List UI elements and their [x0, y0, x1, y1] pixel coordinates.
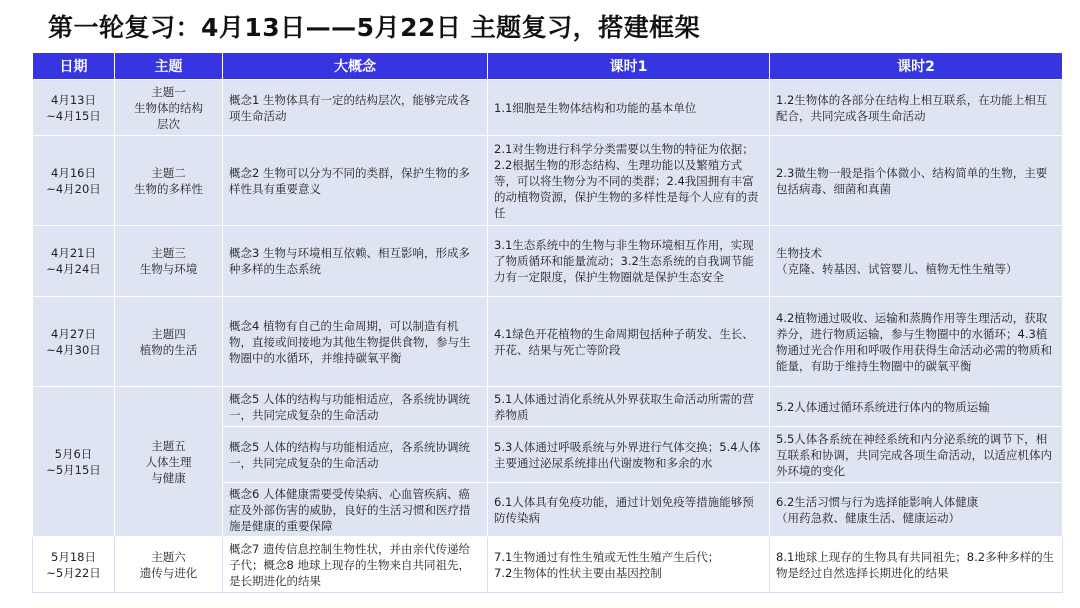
lesson2-cell: 8.1地球上现存的生物具有共同祖先；8.2多种多样的生物是经过自然选择长期进化的结果 — [770, 537, 1063, 593]
header-topic: 主题 — [115, 53, 223, 80]
concept-cell: 概念5 人体的结构与功能相适应，各系统协调统一，共同完成复杂的生命活动 — [223, 387, 488, 427]
lesson2-cell: 生物技术 （克隆、转基因、试管婴儿、植物无性生殖等） — [770, 226, 1063, 297]
topic-cell: 主题二 生物的多样性 — [115, 136, 223, 226]
lesson1-cell: 1.1细胞是生物体结构和功能的基本单位 — [488, 80, 770, 136]
table-header-row — [33, 53, 1063, 80]
lesson2-cell: 5.5人体各系统在神经系统和内分泌系统的调节下，相互联系和协调，共同完成各项生命活动，以适应机体内外环境的变化 — [770, 427, 1063, 483]
table-row — [33, 226, 1063, 297]
lesson1-cell: 5.1人体通过消化系统从外界获取生命活动所需的营养物质 — [488, 387, 770, 427]
lesson2-cell: 2.3微生物一般是指个体微小、结构简单的生物，主要包括病毒、细菌和真菌 — [770, 136, 1063, 226]
concept-cell: 概念4 植物有自己的生命周期，可以制造有机物，直接或间接地为其他生物提供食物，参与生物圈中的水循环，并维持碳氧平衡 — [223, 297, 488, 387]
lesson1-cell: 4.1绿色开花植物的生命周期包括种子萌发、生长、开花、结果与死亡等阶段 — [488, 297, 770, 387]
table-row — [33, 80, 1063, 136]
lesson1-cell: 7.1生物通过有性生殖或无性生殖产生后代； 7.2生物体的性状主要由基因控制 — [488, 537, 770, 593]
review-schedule-table — [32, 52, 1063, 593]
date-cell: 4月13日 ~4月15日 — [33, 80, 115, 136]
table-row — [33, 136, 1063, 226]
topic-cell: 主题五 人体生理 与健康 — [115, 387, 223, 537]
lesson1-cell: 2.1对生物进行科学分类需要以生物的特征为依据；2.2根据生物的形态结构、生理功能以及繁殖方式等，可以将生物分为不同的类群；2.4我国拥有丰富的动植物资源，保护生物的多样性是每个人应有的责任 — [488, 136, 770, 226]
lesson1-cell: 5.3人体通过呼吸系统与外界进行气体交换；5.4人体主要通过泌尿系统排出代谢废物和多余的水 — [488, 427, 770, 483]
table-row — [33, 387, 1063, 427]
topic-cell: 主题三 生物与环境 — [115, 226, 223, 297]
topic-cell: 主题四 植物的生活 — [115, 297, 223, 387]
date-cell: 4月27日 ~4月30日 — [33, 297, 115, 387]
lesson1-cell: 6.1人体具有免疫功能，通过计划免疫等措施能够预防传染病 — [488, 483, 770, 537]
page-title: 第一轮复习：4月13日——5月22日 主题复习，搭建框架 — [48, 13, 701, 42]
concept-cell: 概念2 生物可以分为不同的类群，保护生物的多样性具有重要意义 — [223, 136, 488, 226]
date-cell: 4月16日 ~4月20日 — [33, 136, 115, 226]
topic-cell: 主题一 生物体的结构 层次 — [115, 80, 223, 136]
date-cell: 5月18日 ~5月22日 — [33, 537, 115, 593]
header-date: 日期 — [33, 53, 115, 80]
topic-cell: 主题六 遗传与进化 — [115, 537, 223, 593]
header-concept: 大概念 — [223, 53, 488, 80]
lesson1-cell: 3.1生态系统中的生物与非生物环境相互作用，实现了物质循环和能量流动；3.2生态系统的自我调节能力有一定限度，保护生物圈就是保护生态安全 — [488, 226, 770, 297]
header-lesson2: 课时2 — [770, 53, 1063, 80]
table-row — [33, 537, 1063, 593]
concept-cell: 概念6 人体健康需要受传染病、心血管疾病、癌症及外部伤害的威胁，良好的生活习惯和医疗措施是健康的重要保障 — [223, 483, 488, 537]
lesson2-cell: 6.2生活习惯与行为选择能影响人体健康 （用药急救、健康生活、健康运动） — [770, 483, 1063, 537]
table-row — [33, 297, 1063, 387]
lesson2-cell: 5.2人体通过循环系统进行体内的物质运输 — [770, 387, 1063, 427]
concept-cell: 概念7 遗传信息控制生物性状，并由亲代传递给子代；概念8 地球上现存的生物来自共同祖先，是长期进化的结果 — [223, 537, 488, 593]
date-cell: 5月6日 ~5月15日 — [33, 387, 115, 537]
lesson2-cell: 1.2生物体的各部分在结构上相互联系，在功能上相互配合，共同完成各项生命活动 — [770, 80, 1063, 136]
date-cell: 4月21日 ~4月24日 — [33, 226, 115, 297]
concept-cell: 概念1 生物体具有一定的结构层次，能够完成各项生命活动 — [223, 80, 488, 136]
header-lesson1: 课时1 — [488, 53, 770, 80]
concept-cell: 概念3 生物与环境相互依赖、相互影响，形成多种多样的生态系统 — [223, 226, 488, 297]
lesson2-cell: 4.2植物通过吸收、运输和蒸腾作用等生理活动，获取养分，进行物质运输，参与生物圈中的水循环；4.3植物通过光合作用和呼吸作用获得生命活动必需的物质和能量，有助于维持生物圈中的碳氧平衡 — [770, 297, 1063, 387]
concept-cell: 概念5 人体的结构与功能相适应，各系统协调统一，共同完成复杂的生命活动 — [223, 427, 488, 483]
